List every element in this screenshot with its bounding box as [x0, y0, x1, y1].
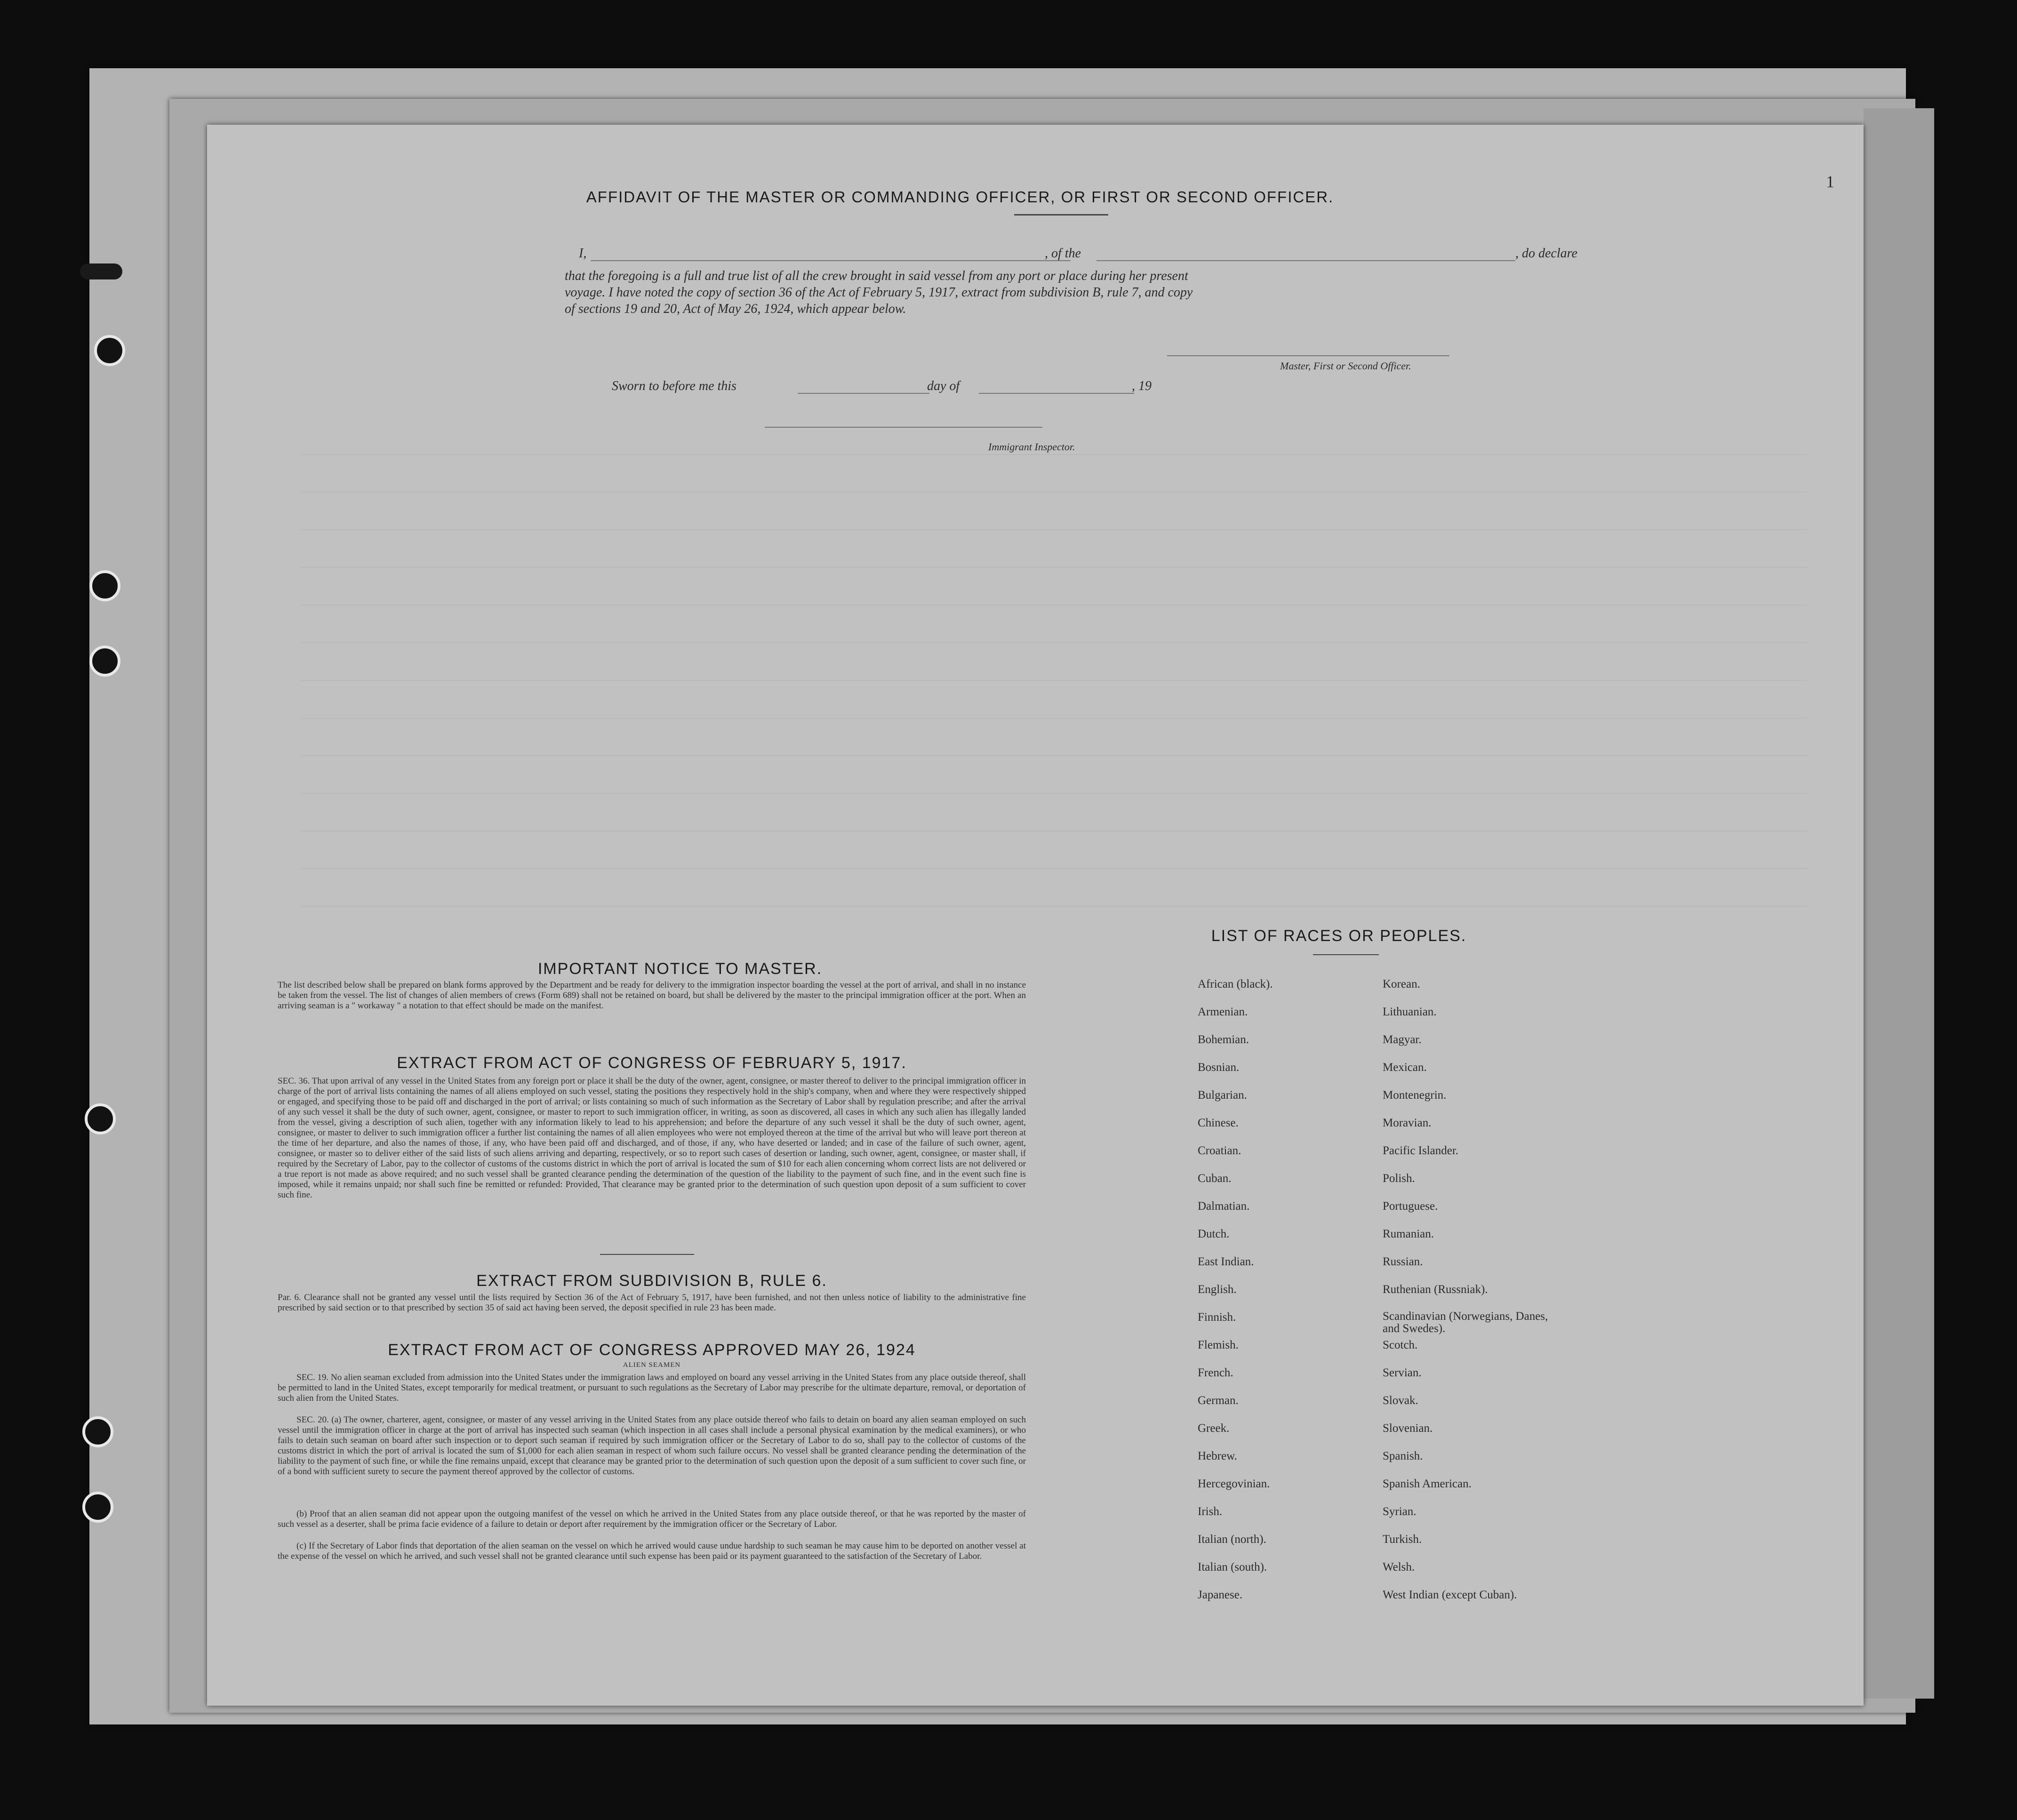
extract-1924-title: EXTRACT FROM ACT OF CONGRESS APPROVED MAY 26, 1924 — [388, 1341, 916, 1359]
race-item: Italian (south). — [1198, 1561, 1267, 1573]
race-item: Croatian. — [1198, 1144, 1241, 1157]
affidavit-body-line-3: of sections 19 and 20, Act of May 26, 1924, which appear below. — [565, 302, 906, 316]
show-through-row — [301, 868, 1807, 869]
race-item: African (black). — [1198, 978, 1273, 990]
show-through-row — [301, 529, 1807, 530]
show-through-row — [301, 642, 1807, 643]
race-item: Ruthenian (Russniak). — [1383, 1283, 1488, 1296]
extract-1917-title: EXTRACT FROM ACT OF CONGRESS OF FEBRUARY 5, 1917. — [397, 1054, 907, 1072]
binder-hole-icon — [82, 1492, 113, 1523]
i-label: I, — [579, 246, 587, 261]
race-item: Spanish. — [1383, 1450, 1423, 1462]
sworn-label: Sworn to before me this — [612, 379, 736, 393]
name-blank-line — [591, 260, 1071, 261]
race-item: Mexican. — [1383, 1061, 1427, 1074]
vessel-blank-line — [1097, 260, 1515, 261]
race-item: Dutch. — [1198, 1228, 1230, 1240]
race-item: Scotch. — [1383, 1339, 1418, 1351]
do-declare-label: , do declare — [1515, 246, 1577, 261]
page-number: 1 — [1826, 172, 1834, 191]
sworn-day-line — [798, 393, 929, 394]
extract-1924-subtitle: ALIEN SEAMEN — [623, 1361, 681, 1369]
race-item: Polish. — [1383, 1172, 1415, 1185]
day-of-label: day of — [927, 379, 960, 393]
year-label: , 19 — [1132, 379, 1152, 393]
binder-hole-icon — [89, 570, 120, 601]
binder-hole-icon — [85, 1103, 116, 1134]
race-item: Magyar. — [1383, 1033, 1422, 1046]
master-signature-label: Master, First or Second Officer. — [1280, 360, 1411, 372]
of-the-label: , of the — [1045, 246, 1081, 261]
binder-hole-icon — [82, 1416, 113, 1447]
show-through-row — [301, 605, 1807, 606]
notice-title: IMPORTANT NOTICE TO MASTER. — [537, 960, 823, 978]
race-item: Montenegrin. — [1383, 1089, 1447, 1102]
binder-hole-icon — [94, 335, 125, 366]
race-item: Bulgarian. — [1198, 1089, 1247, 1102]
race-item: West Indian (except Cuban). — [1383, 1589, 1517, 1601]
show-through-row — [301, 567, 1807, 568]
race-item: Italian (north). — [1198, 1533, 1266, 1546]
show-through-row — [301, 906, 1807, 907]
race-item: French. — [1198, 1366, 1233, 1379]
extract-rule6-text: Par. 6. Clearance shall not be granted any vessel until the lists required by Section 36 of the Act of February 5, 1917, have been furnished, and not then unless notice of liability to the administrative fine prescribed by said section or to that prescribed by section 35 of said act having been served, the deposit specified in rule 23 has been made. — [278, 1293, 1026, 1313]
race-item: Japanese. — [1198, 1589, 1243, 1601]
race-item: Armenian. — [1198, 1006, 1248, 1018]
race-item: Irish. — [1198, 1505, 1223, 1518]
notice-text: The list described below shall be prepared on blank forms approved by the Department and be ready for delivery to the immigration inspector boarding the vessel at the port of arrival, and shall in no instance be taken from the vessel. The list of changes of alien members of crews (Form 689) shall not be retained on board, but shall be delivered by the master to the principal immigration officer at the port. When an arriving seaman is a " workaway " a notation to that effect should be made on the manifest. — [278, 980, 1026, 1011]
title-rule — [1014, 214, 1108, 216]
section-rule — [600, 1254, 694, 1255]
show-through-row — [301, 680, 1807, 681]
show-through-row — [301, 793, 1807, 794]
show-through-row — [301, 454, 1807, 455]
race-item: Dalmatian. — [1198, 1200, 1250, 1213]
master-signature-line — [1167, 355, 1449, 356]
affidavit-body-line-1: that the foregoing is a full and true list of all the crew brought in said vessel from any port or place during her present — [565, 269, 1188, 283]
race-item: German. — [1198, 1394, 1239, 1407]
race-item: Greek. — [1198, 1422, 1230, 1435]
race-item: Flemish. — [1198, 1339, 1239, 1351]
extract-1924-sec20: SEC. 20. (a) The owner, charterer, agent, consignee, or master of any vessel arriving in the United States from any place outside thereof who fails to detain on board any alien seaman employed on such vessel until the immigration officer in charge at the port of arrival has inspected such seaman (which inspection in all cases shall include a personal physical examination by the medical examiners), or who fails to detain such seaman on board after such inspection or to deport such seaman if required by such immigration officer or the Secretary of Labor to do so, shall pay to the collector of customs of the customs district in which the port of arrival is located the sum of $1,000 for each alien seaman in respect of whom such failure occurs. No vessel shall be granted clearance pending the determination of the liability to the payment of such fine, or while the fine remains unpaid, except that clearance may be granted prior to the determination of such question upon the deposit of a sum sufficient to cover such fine, or of a bond with sufficient surety to secure the payment thereof approved by the collector of customs. — [278, 1415, 1026, 1477]
extract-1924-sec19: SEC. 19. No alien seaman excluded from admission into the United States under the immigration laws and employed on board any vessel arriving in the United States from any place outside thereof, shall be permitted to land in the United States, except temporarily for medical treatment, or pursuant to such regulations as the Secretary of Labor may prescribe for the ultimate departure, removal, or deportation of such alien from the United States. — [278, 1373, 1026, 1403]
race-item: Scandinavian (Norwegians, Danes, and Swedes). — [1383, 1310, 1548, 1335]
extract-1917-text: SEC. 36. That upon arrival of any vessel in the United States from any foreign port or place it shall be the duty of the owner, agent, consignee, or master thereof to deliver to the principal immigration officer in charge of the port of arrival lists containing the names of all aliens employed on such vessel, stating the positions they respectively hold in the ship's company, when and where they were respectively shipped or engaged, and specifying those to be paid off and discharged in the port of arrival; or lists containing so much of such information as the Secretary of Labor shall by regulation prescribe; and after the arrival of any such vessel it shall be the duty of such owner, agent, consignee, or master to report to such immigration officer, in writing, as soon as discovered, all cases in which any such alien has illegally landed from the vessel, giving a description of such alien, together with any information likely to lead to his apprehension; and before the departure of any such vessel it shall be the duty of such owner, agent, consignee, or master to deliver to such immigration officer a further list containing the names of all alien employees who were not employed thereon at the time of the arrival but who will leave port thereon at the time of her departure, and also the names of those, if any, who have been paid off and discharged, and of those, if any, who have deserted or landed; and in case of the failure of such owner, agent, consignee, or master so to deliver either of the said lists of such aliens arriving and departing, respectively, or so to report such cases of desertion or landing, such owner, agent, consignee, or master shall, if required by the Secretary of Labor, pay to the collector of customs of the customs district in which the port of arrival is located the sum of $10 for each alien concerning whom correct lists are not delivered or a true report is not made as above required; and no such vessel shall be granted clearance pending the determination of the question of the liability to the payment of such fine, and in the event such fine is imposed, while it remains unpaid; nor shall such fine be remitted or refunded: Provided, That clearance may be granted prior to the determination of such question upon deposit of a sum sufficient to cover such fine. — [278, 1076, 1026, 1200]
race-item: Turkish. — [1383, 1533, 1422, 1546]
affidavit-title: AFFIDAVIT OF THE MASTER OR COMMANDING OFFICER, OR FIRST OR SECOND OFFICER. — [586, 188, 1334, 206]
races-title-rule — [1313, 954, 1379, 955]
binder-hole-icon — [89, 646, 120, 677]
race-item: Slovenian. — [1383, 1422, 1433, 1435]
race-item: East Indian. — [1198, 1255, 1254, 1268]
race-item: Bohemian. — [1198, 1033, 1249, 1046]
race-item: Servian. — [1383, 1366, 1422, 1379]
show-through-row — [301, 755, 1807, 756]
race-item: Cuban. — [1198, 1172, 1232, 1185]
race-item: Slovak. — [1383, 1394, 1418, 1407]
inspector-label: Immigrant Inspector. — [988, 441, 1075, 453]
race-item: English. — [1198, 1283, 1237, 1296]
right-page-edges — [1864, 108, 1934, 1699]
race-item: Hebrew. — [1198, 1450, 1237, 1462]
show-through-row — [301, 492, 1807, 493]
manifest-page — [207, 125, 1864, 1706]
race-item: Welsh. — [1383, 1561, 1415, 1573]
race-item: Syrian. — [1383, 1505, 1417, 1518]
races-title: LIST OF RACES OR PEOPLES. — [1211, 927, 1467, 945]
sworn-month-line — [979, 393, 1134, 394]
binding-clip — [80, 263, 122, 279]
extract-rule6-title: EXTRACT FROM SUBDIVISION B, RULE 6. — [476, 1272, 827, 1290]
race-item: Bosnian. — [1198, 1061, 1240, 1074]
race-item: Russian. — [1383, 1255, 1423, 1268]
race-item: Hercegovinian. — [1198, 1477, 1270, 1490]
affidavit-body-line-2: voyage. I have noted the copy of section 36 of the Act of February 5, 1917, extract from subdivision B, rule 7, and copy — [565, 285, 1193, 300]
race-item: Korean. — [1383, 978, 1420, 990]
extract-1924-sec20b: (b) Proof that an alien seaman did not appear upon the outgoing manifest of the vessel on which he arrived in the United States from any place outside thereof, or that he was reported by the master of such vessel as a deserter, shall be prima facie evidence of a failure to detain or deport after requirement by the immigration officer or the Secretary of Labor. — [278, 1509, 1026, 1529]
extract-1924-sec20c: (c) If the Secretary of Labor finds that deportation of the alien seaman on the vessel on which he arrived would cause undue hardship to such seaman he may cause him to be deported on another vessel at the expense of the vessel on which he arrived, and such vessel shall not be granted clearance until such expense has been paid or its payment guaranteed to the satisfaction of the Secretary of Labor. — [278, 1541, 1026, 1561]
race-item: Portuguese. — [1383, 1200, 1438, 1213]
inspector-signature-line — [765, 427, 1042, 428]
race-item: Lithuanian. — [1383, 1006, 1437, 1018]
race-item: Spanish American. — [1383, 1477, 1472, 1490]
race-item: Moravian. — [1383, 1117, 1432, 1129]
race-item: Finnish. — [1198, 1311, 1236, 1324]
race-item: Rumanian. — [1383, 1228, 1434, 1240]
show-through-row — [301, 830, 1807, 831]
race-item: Chinese. — [1198, 1117, 1239, 1129]
race-item: Pacific Islander. — [1383, 1144, 1459, 1157]
